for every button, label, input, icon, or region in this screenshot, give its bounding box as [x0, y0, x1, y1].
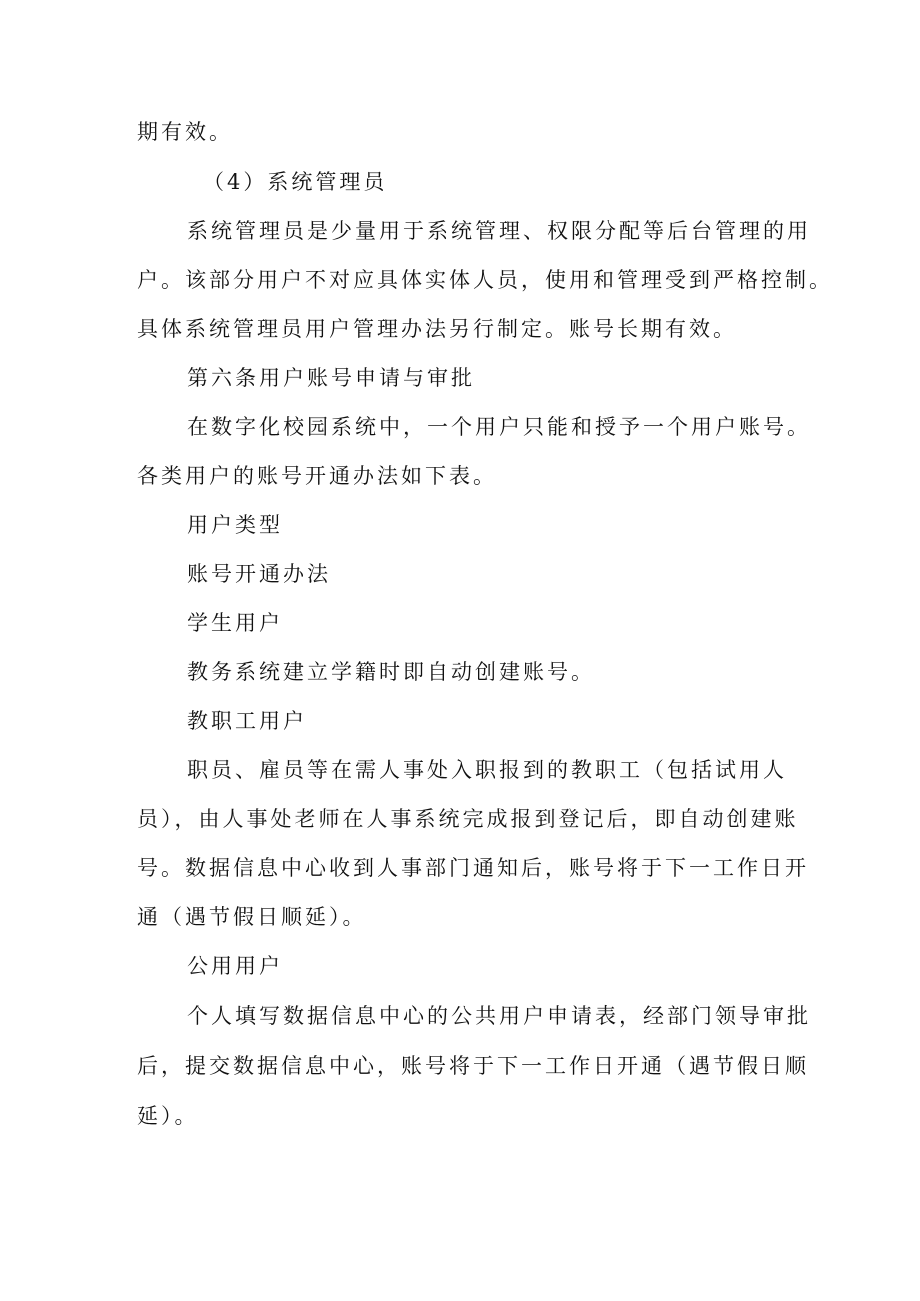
section-heading: （4）系统管理员 — [203, 170, 388, 194]
paragraph-line: 系统管理员是少量用于系统管理、权限分配等后台管理的用 — [187, 219, 811, 243]
table-header-cell: 用户类型 — [187, 513, 283, 537]
table-header-cell: 账号开通办法 — [187, 562, 331, 586]
table-cell-method: 个人填写数据信息中心的公共用户申请表，经部门领导审批 — [187, 1004, 811, 1028]
table-cell-method: 后，提交数据信息中心，账号将于下一工作日开通（遇节假日顺 — [137, 1054, 809, 1078]
table-cell-method: 通（遇节假日顺延）。 — [137, 905, 367, 929]
paragraph-line: 各类用户的账号开通办法如下表。 — [137, 464, 497, 488]
paragraph-line: 具体系统管理员用户管理办法另行制定。账号长期有效。 — [137, 317, 737, 341]
table-cell-user-type: 教职工用户 — [187, 709, 307, 733]
table-cell-method: 延）。 — [137, 1104, 199, 1128]
paragraph-line: 户。该部分用户不对应具体实体人员，使用和管理受到严格控制。 — [137, 268, 833, 292]
article-heading: 第六条用户账号申请与审批 — [187, 366, 475, 390]
table-cell-user-type: 公用用户 — [187, 954, 283, 978]
paragraph-line: 期有效。 — [137, 120, 233, 144]
table-cell-method: 员），由人事处老师在人事系统完成报到登记后，即自动创建账 — [137, 807, 799, 831]
paragraph-line: 在数字化校园系统中，一个用户只能和授予一个用户账号。 — [187, 415, 811, 439]
table-cell-method: 教务系统建立学籍时即自动创建账号。 — [187, 660, 595, 684]
table-cell-method: 职员、雇员等在需人事处入职报到的教职工（包括试用人 — [187, 758, 787, 782]
table-cell-method: 号。数据信息中心收到人事部门通知后，账号将于下一工作日开 — [137, 856, 809, 880]
table-cell-user-type: 学生用户 — [187, 611, 283, 635]
